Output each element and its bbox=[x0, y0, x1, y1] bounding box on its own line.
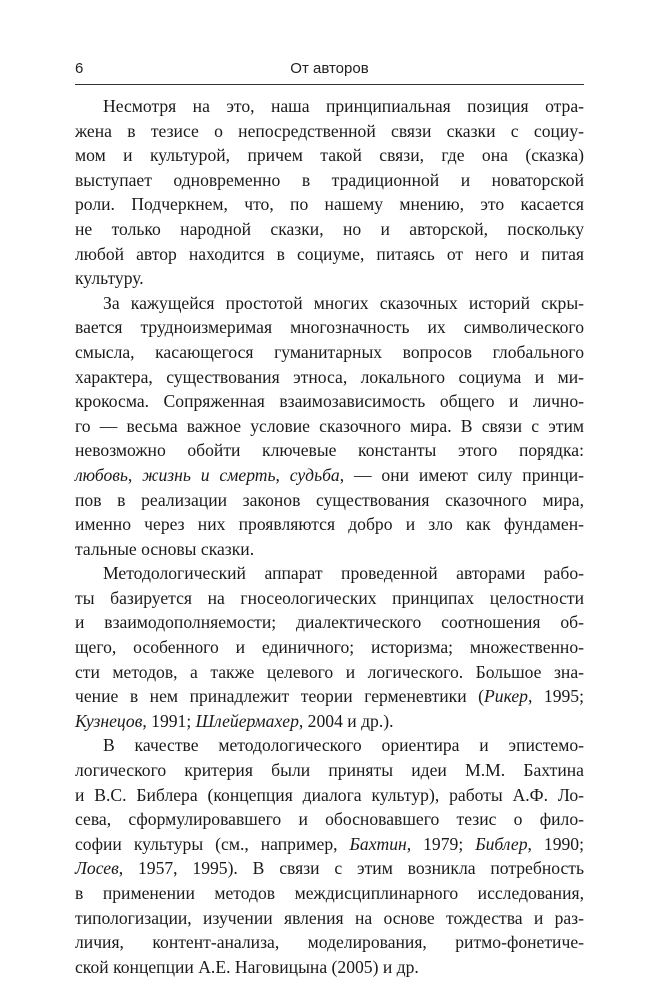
italic-term: судьба bbox=[289, 464, 340, 485]
text-line bbox=[75, 266, 584, 291]
text-segment: жена в тезисе о непосредственной связи сказки с социу- bbox=[75, 120, 584, 141]
text-segment: , 1957, 1995). В связи с этим возникла потребность bbox=[118, 858, 584, 879]
text-line bbox=[75, 758, 584, 783]
text-line bbox=[75, 119, 584, 144]
text-segment: сти методов, а также целевого и логического. Большое зна- bbox=[75, 661, 584, 682]
header-rule bbox=[75, 84, 584, 85]
text-line bbox=[75, 438, 584, 463]
text-segment: и В.С. Библера (концепция диалога культур), работы А.Ф. Ло- bbox=[75, 784, 584, 805]
text-segment: роли. Подчеркнем, что, по нашему мнению, это касается bbox=[75, 194, 584, 215]
text-line bbox=[75, 217, 584, 242]
page-number: 6 bbox=[75, 60, 84, 77]
text-line bbox=[75, 463, 584, 488]
text-line bbox=[75, 537, 584, 562]
text-line bbox=[75, 488, 584, 513]
text-segment: пов в реализации законов существования сказочного мира, bbox=[75, 489, 584, 510]
text-segment: ской концепции А.Е. Наговицына (2005) и др. bbox=[75, 956, 419, 977]
text-segment: и взаимодополняемости; диалектического соотношения об- bbox=[75, 612, 584, 633]
text-line bbox=[75, 512, 584, 537]
text-segment: любой автор находится в социуме, питаясь от него и питая bbox=[75, 243, 584, 264]
page-header bbox=[75, 58, 584, 82]
text-line bbox=[75, 635, 584, 660]
text-segment: мом и культурой, причем такой связи, где она (сказка) bbox=[75, 145, 584, 166]
text-segment: сева, сформулировавшего и обосновавшего тезис о фило- bbox=[75, 809, 584, 830]
text-segment: го — весьма важное условие сказочного мира. В связи с этим bbox=[75, 415, 584, 436]
text-line bbox=[75, 881, 584, 906]
text-line bbox=[75, 143, 584, 168]
text-segment: не только народной сказки, но и авторской, поскольку bbox=[75, 218, 584, 239]
paragraph bbox=[75, 561, 584, 733]
text-segment: щего, особенного и единичного; историзма; множественно- bbox=[75, 637, 584, 658]
text-line bbox=[75, 930, 584, 955]
text-line bbox=[75, 610, 584, 635]
text-line bbox=[75, 733, 584, 758]
italic-term: Лосев bbox=[75, 858, 119, 879]
text-line bbox=[75, 94, 584, 119]
text-segment: Методологический аппарат проведенной авторами рабо- bbox=[103, 563, 584, 584]
body-text bbox=[75, 94, 584, 979]
paragraph bbox=[75, 291, 584, 562]
text-segment: , 1995; bbox=[527, 686, 584, 707]
italic-term: любовь bbox=[75, 464, 128, 485]
text-segment: , 2004 и др.). bbox=[298, 710, 394, 731]
text-line bbox=[75, 684, 584, 709]
text-segment: вается трудноизмеримая многозначность их символического bbox=[75, 317, 584, 338]
text-line bbox=[75, 291, 584, 316]
text-segment: культуру. bbox=[75, 268, 144, 289]
text-segment: , 1990; bbox=[527, 833, 584, 854]
text-line bbox=[75, 414, 584, 439]
text-segment: ты базируется на гносеологических принципах целостности bbox=[75, 587, 584, 608]
text-segment: именно через них проявляются добро и зло как фундамен- bbox=[75, 514, 584, 535]
text-segment: типологизации, изучении явления на основе тождества и раз- bbox=[75, 907, 584, 928]
text-segment: Несмотря на это, наша принципиальная позиция отра- bbox=[103, 96, 584, 116]
italic-term: Библер bbox=[475, 833, 528, 854]
text-segment: логического критерия были приняты идеи М.М. Бахтина bbox=[75, 760, 584, 781]
text-line bbox=[75, 783, 584, 808]
italic-term: Рикер bbox=[484, 686, 528, 707]
text-segment: выступает одновременно в традиционной и новаторской bbox=[75, 169, 584, 190]
text-segment: , 1991; bbox=[142, 710, 196, 731]
text-line bbox=[75, 315, 584, 340]
text-segment: смысла, касающегося гуманитарных вопросов глобального bbox=[75, 341, 584, 362]
text-line bbox=[75, 365, 584, 390]
text-segment: софии культуры (см., например, bbox=[75, 833, 350, 854]
text-segment: За кажущейся простотой многих сказочных историй скры- bbox=[103, 292, 584, 313]
text-segment: , bbox=[127, 464, 143, 485]
text-segment: , — они имеют силу принци- bbox=[339, 464, 585, 485]
text-line bbox=[75, 340, 584, 365]
text-line bbox=[75, 856, 584, 881]
text-segment: , 1979; bbox=[406, 833, 476, 854]
text-segment: личия, контент-анализа, моделирования, ритмо-фонетиче- bbox=[75, 932, 584, 953]
text-line bbox=[75, 168, 584, 193]
italic-term: жизнь и смерть bbox=[142, 464, 276, 485]
text-segment: чение в нем принадлежит теории герменевтики ( bbox=[75, 686, 485, 707]
paragraph bbox=[75, 94, 584, 291]
text-line bbox=[75, 561, 584, 586]
italic-term: Кузнецов bbox=[75, 710, 143, 731]
text-segment: в применении методов междисциплинарного исследования, bbox=[75, 883, 584, 903]
text-segment: характера, существования этноса, локального социума и ми- bbox=[75, 366, 584, 387]
text-line bbox=[75, 389, 584, 414]
text-segment: тальные основы сказки. bbox=[75, 538, 255, 559]
text-line bbox=[75, 807, 584, 832]
italic-term: Шлейермахер bbox=[195, 710, 299, 731]
text-segment: крокосма. Сопряженная взаимозависимость общего и лично- bbox=[75, 391, 584, 412]
running-title: От авторов bbox=[290, 60, 369, 77]
text-line bbox=[75, 906, 584, 931]
text-segment: , bbox=[275, 464, 290, 485]
text-line bbox=[75, 955, 584, 980]
text-line bbox=[75, 709, 584, 734]
text-segment: невозможно обойти ключевые константы этого порядка: bbox=[75, 440, 584, 461]
text-line bbox=[75, 660, 584, 685]
text-line bbox=[75, 242, 584, 267]
text-segment: В качестве методологического ориентира и эпистемо- bbox=[103, 735, 584, 756]
italic-term: Бахтин bbox=[349, 833, 407, 854]
text-line bbox=[75, 832, 584, 857]
paragraph bbox=[75, 733, 584, 979]
text-line bbox=[75, 192, 584, 217]
text-line bbox=[75, 586, 584, 611]
